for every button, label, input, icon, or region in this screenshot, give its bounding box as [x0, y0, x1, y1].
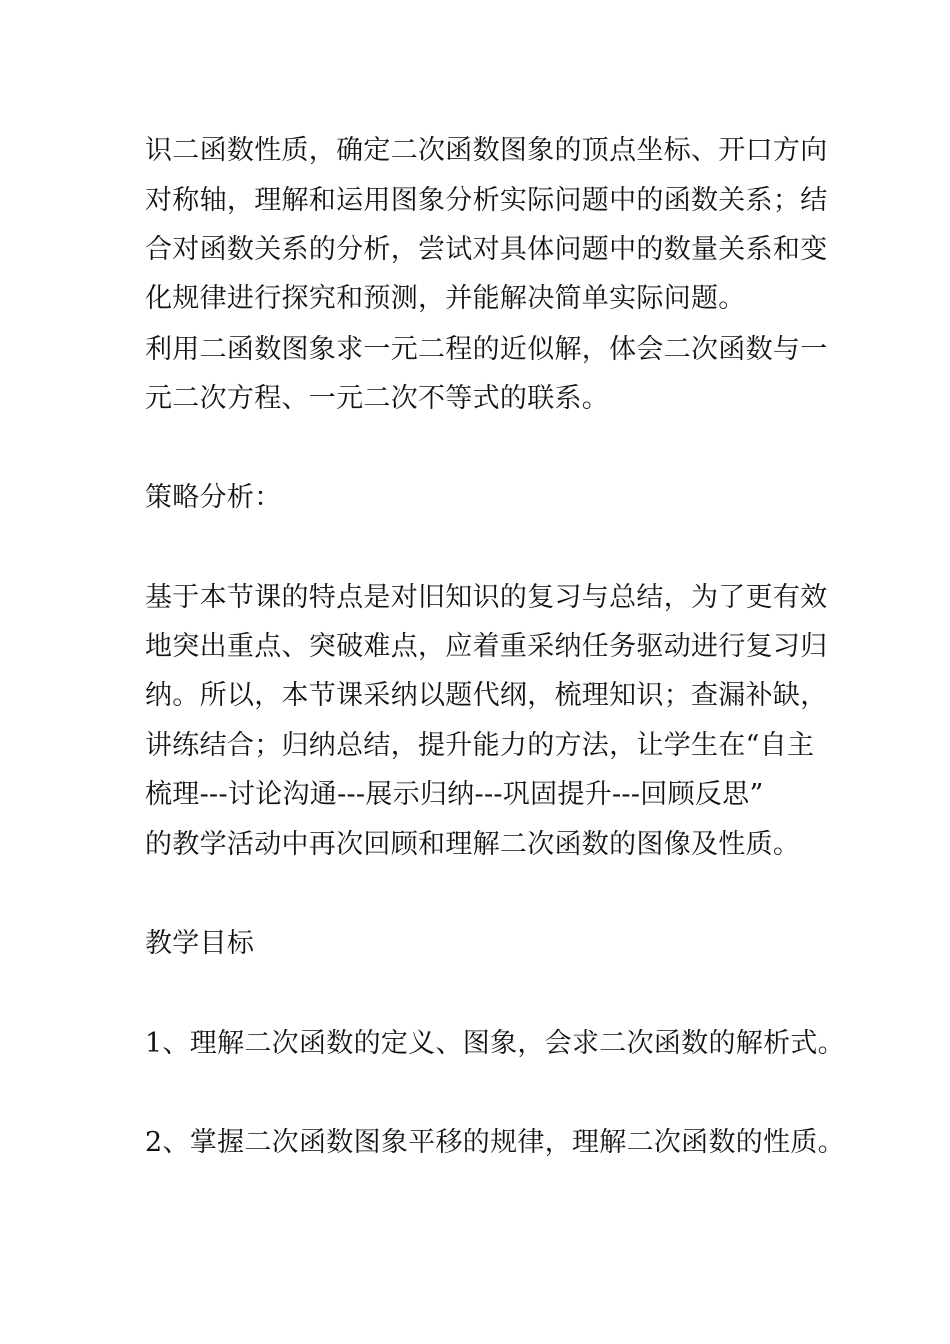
- paragraph-3-line-2: 地突出重点、突破难点，应着重采纳任务驱动进行复习归: [145, 631, 828, 662]
- paragraph-3-line-5: 梳理---讨论沟通---展示归纳---巩固提升---回顾反思”: [145, 779, 764, 810]
- paragraph-2-line-1: 利用二函数图象求一元二程的近似解，体会二次函数与一: [145, 334, 828, 365]
- paragraph-3-line-1: 基于本节课的特点是对旧知识的复习与总结，为了更有效: [145, 582, 828, 613]
- paragraph-1-line-4: 化规律进行探究和预测，并能解决简单实际问题。: [145, 283, 746, 314]
- paragraph-1-line-3: 合对函数关系的分析，尝试对具体问题中的数量关系和变: [145, 234, 828, 265]
- paragraph-3-line-4: 讲练结合；归纳总结，提升能力的方法，让学生在“自主: [145, 730, 815, 761]
- paragraph-3-line-3: 纳。所以，本节课采纳以题代纲，梳理知识；查漏补缺，: [145, 680, 828, 711]
- goal-item-1: 1、理解二次函数的定义、图象，会求二次函数的解析式。: [145, 1028, 845, 1059]
- goal-item-2: 2、掌握二次函数图象平移的规律，理解二次函数的性质。: [145, 1127, 845, 1158]
- paragraph-1-line-1: 识二函数性质，确定二次函数图象的顶点坐标、开口方向: [145, 135, 828, 166]
- heading-teaching-goals: 教学目标: [145, 928, 255, 959]
- paragraph-1-line-2: 对称轴，理解和运用图象分析实际问题中的函数关系；结: [145, 185, 828, 216]
- heading-strategy: 策略分析：: [145, 482, 282, 513]
- paragraph-2-line-2: 元二次方程、一元二次不等式的联系。: [145, 383, 610, 414]
- paragraph-3-line-6: 的教学活动中再次回顾和理解二次函数的图像及性质。: [145, 829, 801, 860]
